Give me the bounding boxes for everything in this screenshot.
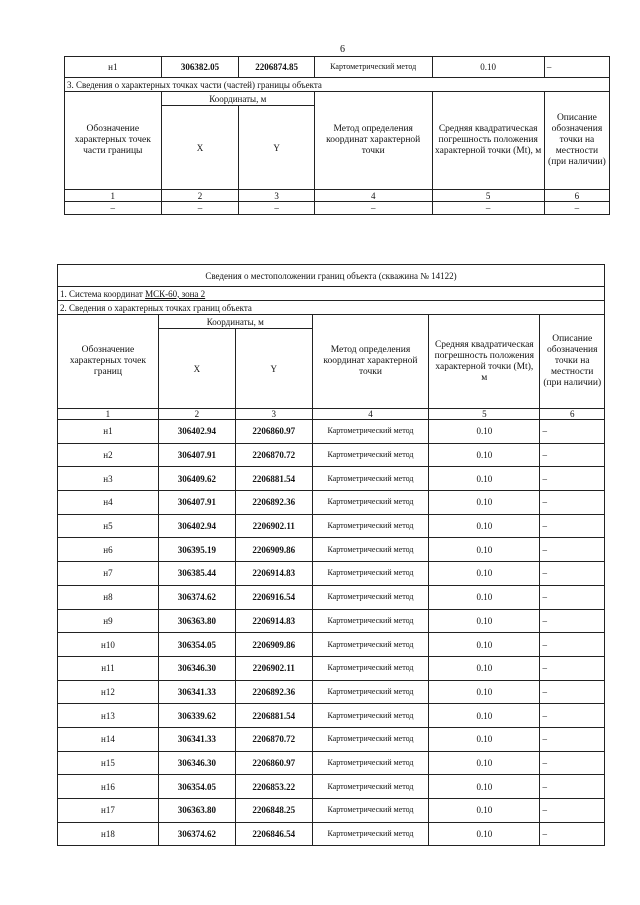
point-cell: н9	[58, 609, 159, 633]
table-row	[58, 751, 605, 775]
coord-system	[58, 287, 605, 301]
method-cell: Картометрический метод	[312, 467, 428, 491]
accuracy-header: Средняя квадратическая погрешность положения характерной точки (Mt), м	[429, 315, 540, 409]
description-cell: –	[540, 704, 605, 728]
accuracy-cell: 0.10	[429, 656, 540, 680]
method-cell: Картометрический метод	[312, 514, 428, 538]
table-row	[65, 202, 610, 215]
y-header: Y	[239, 106, 315, 190]
rows-body	[58, 420, 605, 846]
y-cell: 2206870.72	[235, 727, 312, 751]
method-cell: Картометрический метод	[312, 656, 428, 680]
section2-title: 2. Сведения о характерных точках границ объекта	[58, 301, 605, 315]
point-cell: н15	[58, 751, 159, 775]
coord-system-value: МСК-60, зона 2	[145, 288, 206, 299]
coord-system-label: 1. Система координат	[60, 288, 143, 299]
description-cell: –	[540, 585, 605, 609]
y-cell: 2206914.83	[235, 562, 312, 586]
table-row	[58, 443, 605, 467]
col-number: 3	[235, 409, 312, 420]
x-cell: 306374.62	[158, 585, 235, 609]
y-cell: 2206914.83	[235, 609, 312, 633]
point-cell: н6	[58, 538, 159, 562]
y-cell: 2206860.97	[235, 751, 312, 775]
y-cell: 2206909.86	[235, 633, 312, 657]
x-cell: 306382.05	[161, 57, 239, 78]
col-number: 6	[540, 409, 605, 420]
point-cell: н17	[58, 799, 159, 823]
y-cell: 2206881.54	[235, 704, 312, 728]
point-cell: н7	[58, 562, 159, 586]
x-cell: 306402.94	[158, 420, 235, 444]
point-cell: н2	[58, 443, 159, 467]
accuracy-cell: 0.10	[429, 775, 540, 799]
accuracy-cell: 0.10	[432, 57, 544, 78]
table-row	[58, 538, 605, 562]
table-row	[58, 562, 605, 586]
y-cell: 2206892.36	[235, 680, 312, 704]
table-row	[58, 514, 605, 538]
method-cell: Картометрический метод	[312, 822, 428, 846]
x-cell: 306346.30	[158, 751, 235, 775]
table-row	[58, 609, 605, 633]
y-cell: 2206846.54	[235, 822, 312, 846]
accuracy-cell: 0.10	[429, 680, 540, 704]
table-row	[65, 57, 610, 78]
y-cell: 2206853.22	[235, 775, 312, 799]
method-cell: Картометрический метод	[312, 538, 428, 562]
table-row	[58, 633, 605, 657]
x-cell: 306385.44	[158, 562, 235, 586]
y-cell: 2206881.54	[235, 467, 312, 491]
description-cell: –	[540, 609, 605, 633]
accuracy-cell: 0.10	[429, 491, 540, 515]
point-cell: н16	[58, 775, 159, 799]
method-cell: Картометрический метод	[312, 585, 428, 609]
point-cell: н5	[58, 514, 159, 538]
x-cell: 306407.91	[158, 443, 235, 467]
accuracy-cell: 0.10	[429, 514, 540, 538]
col-number: 5	[429, 409, 540, 420]
description-header: Описание обозначения точки на местности (при наличии)	[540, 315, 605, 409]
coords-header: Координаты, м	[158, 315, 312, 329]
x-cell: 306341.33	[158, 680, 235, 704]
y-cell: 2206892.36	[235, 491, 312, 515]
point-cell: н11	[58, 656, 159, 680]
method-cell: Картометрический метод	[312, 443, 428, 467]
empty-cell: –	[314, 202, 432, 215]
x-cell: 306363.80	[158, 799, 235, 823]
y-header: Y	[235, 329, 312, 409]
col-number: 5	[432, 190, 544, 202]
description-cell: –	[540, 491, 605, 515]
column-numbers-row	[58, 409, 605, 420]
description-cell: –	[540, 562, 605, 586]
section3-title: 3. Сведения о характерных точках части (частей) границы объекта	[65, 78, 610, 92]
method-cell: Картометрический метод	[312, 727, 428, 751]
method-cell: Картометрический метод	[312, 680, 428, 704]
description-cell: –	[540, 420, 605, 444]
y-cell: 2206916.54	[235, 585, 312, 609]
description-cell: –	[540, 799, 605, 823]
method-cell: Картометрический метод	[312, 775, 428, 799]
table-row	[58, 704, 605, 728]
col-number: 4	[314, 190, 432, 202]
x-cell: 306409.62	[158, 467, 235, 491]
method-cell: Картометрический метод	[312, 751, 428, 775]
y-cell: 2206874.85	[239, 57, 315, 78]
y-cell: 2206860.97	[235, 420, 312, 444]
method-cell: Картометрический метод	[312, 420, 428, 444]
point-cell: н8	[58, 585, 159, 609]
col-number: 2	[161, 190, 239, 202]
description-cell: –	[540, 751, 605, 775]
accuracy-cell: 0.10	[429, 704, 540, 728]
description-cell: –	[540, 822, 605, 846]
accuracy-cell: 0.10	[429, 609, 540, 633]
method-header: Метод определения координат характерной точки	[312, 315, 428, 409]
point-cell: н12	[58, 680, 159, 704]
accuracy-cell: 0.10	[429, 799, 540, 823]
empty-cell: –	[65, 202, 162, 215]
table-title: Сведения о местоположении границ объекта (скважина № 14122)	[58, 265, 605, 287]
empty-cell: –	[161, 202, 239, 215]
table-row	[58, 799, 605, 823]
designation-header: Обозначение характерных точек границ	[58, 315, 159, 409]
x-cell: 306407.91	[158, 491, 235, 515]
col-number: 4	[312, 409, 428, 420]
method-cell: Картометрический метод	[314, 57, 432, 78]
description-cell: –	[540, 514, 605, 538]
accuracy-cell: 0.10	[429, 443, 540, 467]
method-cell: Картометрический метод	[312, 491, 428, 515]
table-row	[58, 467, 605, 491]
top-table	[64, 56, 610, 215]
empty-cell: –	[432, 202, 544, 215]
x-cell: 306363.80	[158, 609, 235, 633]
point-cell: н3	[58, 467, 159, 491]
table-row	[58, 656, 605, 680]
col-number: 3	[239, 190, 315, 202]
point-cell: н18	[58, 822, 159, 846]
coords-header: Координаты, м	[161, 92, 314, 106]
table-row	[58, 491, 605, 515]
boundary-table	[57, 264, 605, 846]
description-cell: –	[540, 727, 605, 751]
method-header: Метод определения координат характерной точки	[314, 92, 432, 190]
description-cell: –	[540, 538, 605, 562]
description-header: Описание обозначения точки на местности (при наличии)	[544, 92, 609, 190]
x-cell: 306339.62	[158, 704, 235, 728]
col-number: 1	[65, 190, 162, 202]
y-cell: 2206870.72	[235, 443, 312, 467]
accuracy-cell: 0.10	[429, 538, 540, 562]
method-cell: Картометрический метод	[312, 609, 428, 633]
accuracy-header: Средняя квадратическая погрешность положения характерной точки (Mt), м	[432, 92, 544, 190]
accuracy-cell: 0.10	[429, 751, 540, 775]
description-cell: –	[540, 656, 605, 680]
point-cell: н4	[58, 491, 159, 515]
table-row	[58, 727, 605, 751]
x-header: X	[158, 329, 235, 409]
description-cell: –	[540, 680, 605, 704]
table-row	[58, 420, 605, 444]
table-row	[58, 680, 605, 704]
accuracy-cell: 0.10	[429, 727, 540, 751]
point-cell: н1	[65, 57, 162, 78]
y-cell: 2206902.11	[235, 514, 312, 538]
method-cell: Картометрический метод	[312, 633, 428, 657]
table-row	[58, 775, 605, 799]
description-cell: –	[540, 467, 605, 491]
page-number: 6	[340, 44, 345, 55]
point-cell: н10	[58, 633, 159, 657]
point-cell: н13	[58, 704, 159, 728]
accuracy-cell: 0.10	[429, 633, 540, 657]
point-cell: н14	[58, 727, 159, 751]
x-cell: 306354.05	[158, 633, 235, 657]
description-cell: –	[540, 443, 605, 467]
point-cell: н1	[58, 420, 159, 444]
designation-header: Обозначение характерных точек части границы	[65, 92, 162, 190]
table-row	[58, 822, 605, 846]
x-header: X	[161, 106, 239, 190]
description-cell: –	[540, 633, 605, 657]
empty-cell: –	[239, 202, 315, 215]
description-cell: –	[544, 57, 609, 78]
accuracy-cell: 0.10	[429, 562, 540, 586]
accuracy-cell: 0.10	[429, 585, 540, 609]
x-cell: 306374.62	[158, 822, 235, 846]
y-cell: 2206909.86	[235, 538, 312, 562]
accuracy-cell: 0.10	[429, 822, 540, 846]
x-cell: 306402.94	[158, 514, 235, 538]
y-cell: 2206848.25	[235, 799, 312, 823]
col-number: 2	[158, 409, 235, 420]
col-number: 1	[58, 409, 159, 420]
column-numbers-row	[65, 190, 610, 202]
empty-cell: –	[544, 202, 609, 215]
x-cell: 306346.30	[158, 656, 235, 680]
description-cell: –	[540, 775, 605, 799]
method-cell: Картометрический метод	[312, 799, 428, 823]
x-cell: 306354.05	[158, 775, 235, 799]
x-cell: 306395.19	[158, 538, 235, 562]
accuracy-cell: 0.10	[429, 467, 540, 491]
col-number: 6	[544, 190, 609, 202]
accuracy-cell: 0.10	[429, 420, 540, 444]
y-cell: 2206902.11	[235, 656, 312, 680]
method-cell: Картометрический метод	[312, 704, 428, 728]
x-cell: 306341.33	[158, 727, 235, 751]
table-row	[58, 585, 605, 609]
method-cell: Картометрический метод	[312, 562, 428, 586]
